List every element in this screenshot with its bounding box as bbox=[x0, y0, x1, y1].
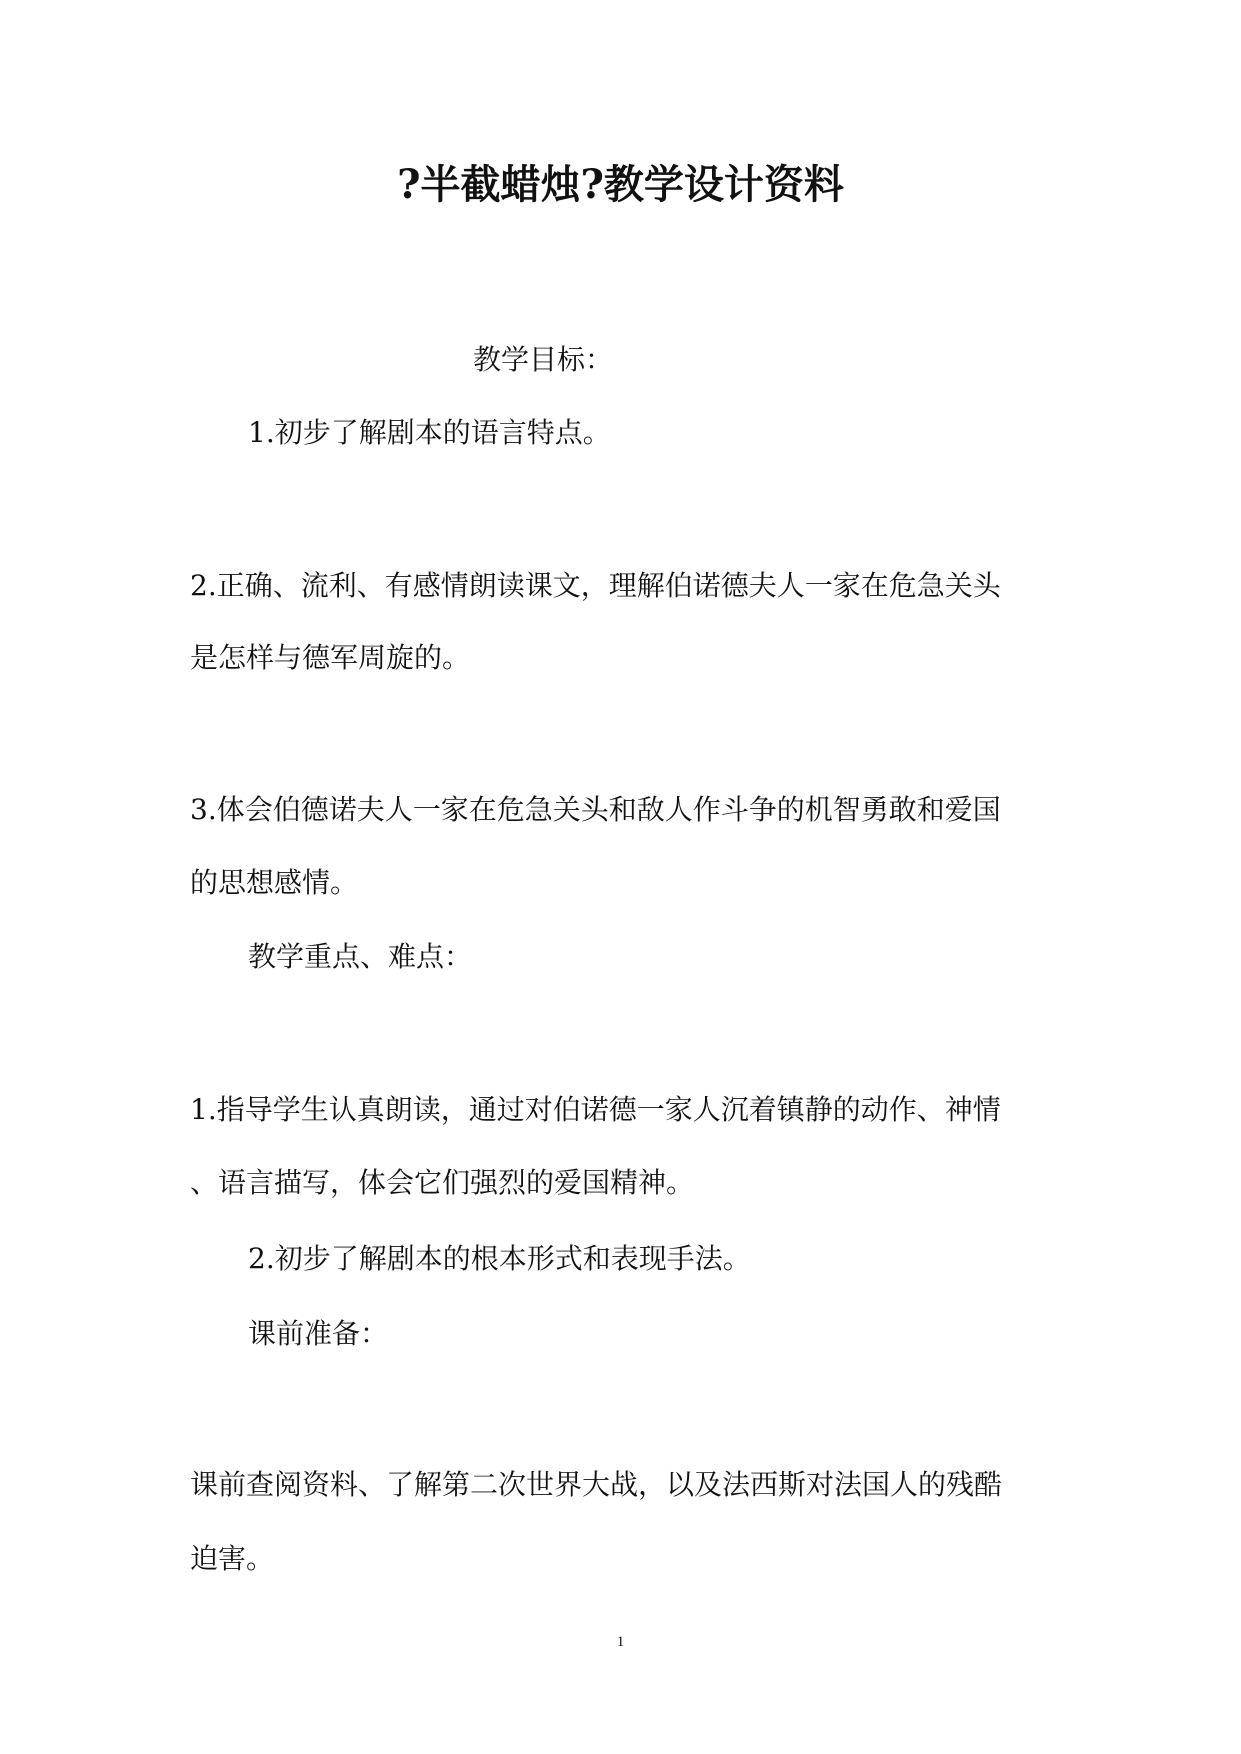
objectives-heading: 教学目标： bbox=[473, 343, 614, 376]
key-point-2: 2.初步了解剧本的根本形式和表现手法。 bbox=[248, 1242, 751, 1275]
preparation-heading: 课前准备： bbox=[248, 1317, 389, 1350]
document-title: ?半截蜡烛?教学设计资料 bbox=[397, 161, 844, 208]
key-points-heading: 教学重点、难点： bbox=[248, 940, 473, 973]
key-point-1-line-2: 、语言描写，体会它们强烈的爱国精神。 bbox=[190, 1166, 695, 1199]
key-point-1-line-1: 1.指导学生认真朗读，通过对伯诺德一家人沉着镇静的动作、神情 bbox=[190, 1093, 1001, 1126]
preparation-line-1: 课前查阅资料、了解第二次世界大战，以及法西斯对法国人的残酷 bbox=[190, 1468, 1003, 1501]
objective-2-line-1: 2.正确、流利、有感情朗读课文，理解伯诺德夫人一家在危急关头 bbox=[190, 569, 1001, 602]
objective-1: 1.初步了解剧本的语言特点。 bbox=[248, 416, 611, 449]
page-number: 1 bbox=[616, 1634, 625, 1650]
preparation-line-2: 迫害。 bbox=[190, 1542, 275, 1575]
objective-3-line-2: 的思想感情。 bbox=[190, 866, 359, 899]
objective-3-line-1: 3.体会伯德诺夫人一家在危急关头和敌人作斗争的机智勇敢和爱国 bbox=[190, 793, 1001, 826]
objective-2-line-2: 是怎样与德军周旋的。 bbox=[190, 641, 471, 674]
